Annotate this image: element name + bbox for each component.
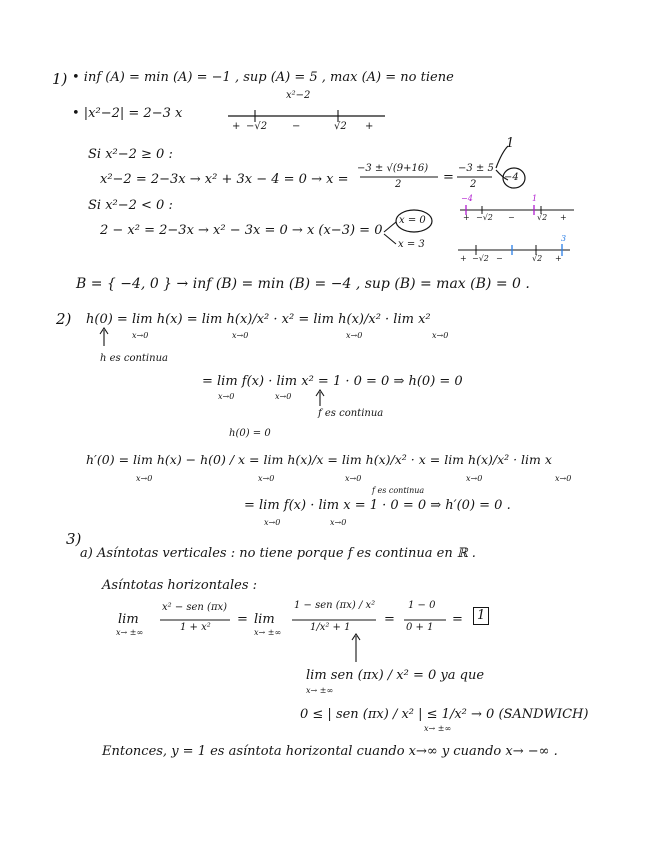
p2-l1-sub-3: x→0 [346, 331, 363, 340]
nl1-label-minus-4: −4 [461, 194, 473, 203]
p2-l3-sub-4: x→0 [466, 474, 483, 483]
nl2-mark-4: √2 [532, 254, 543, 263]
p2-l1-sub-2: x→0 [232, 331, 249, 340]
case-1-equation: x²−2 = 2−3x → x² + 3x − 4 = 0 → x = [100, 172, 349, 187]
p3-lim-2: lim [254, 612, 275, 627]
nl1-mark-4: √2 [537, 213, 548, 222]
problem-2-number: 2) [56, 310, 72, 328]
nl2-mark-3: − [496, 254, 503, 263]
nl1-mark-1: + [463, 213, 470, 222]
frac-1-denominator: 1 + x² [180, 622, 211, 633]
boxed-answer: 1 [473, 607, 489, 625]
frac-2-denominator: 1/x² + 1 [310, 622, 351, 633]
p3-lim-2-sub: x→ ±∞ [254, 628, 282, 637]
nl2-mark-5: + [555, 254, 562, 263]
p2-note-f-continua-2: f es continua [372, 486, 425, 495]
p3-horizontal-heading: Asíntotas horizontales : [102, 578, 258, 593]
case-2-equation: 2 − x² = 2−3x → x² − 3x = 0 → x (x−3) = 0 [100, 223, 383, 238]
nl2-mark-2: −√2 [472, 254, 489, 263]
p2-l4-sub-1: x→0 [264, 518, 281, 527]
nl2-label-3: 3 [561, 234, 567, 243]
sign-mark-3: − [292, 121, 301, 132]
sign-mark-2: −√2 [246, 121, 268, 132]
p2-l2-sub-2: x→0 [275, 392, 292, 401]
case-1-numerator-2: −3 ± 5 [458, 163, 494, 174]
p3-sub-limit-sub: x→ ±∞ [306, 686, 334, 695]
case-1-denominator: 2 [395, 179, 402, 190]
case-1-equals: = [443, 170, 454, 185]
nl1-mark-3: − [508, 213, 515, 222]
root-x-0: x = 0 [399, 215, 426, 226]
p2-l2-sub-1: x→0 [218, 392, 235, 401]
sign-mark-1: + [232, 121, 241, 132]
p3-equals-2: = [384, 612, 395, 627]
nl1-mark-5: + [560, 213, 567, 222]
frac-3-denominator: 0 + 1 [406, 622, 434, 633]
sign-mark-5: + [365, 121, 374, 132]
problem-3-number: 3) [66, 530, 82, 548]
p2-line-1: h(0) = lim h(x) = lim h(x)/x² · x² = lim h(x)/x² · lim x² [86, 312, 431, 327]
p2-l4-sub-2: x→0 [330, 518, 347, 527]
p3-equals-1: = [237, 612, 248, 627]
p3-lim-1-sub: x→ ±∞ [116, 628, 144, 637]
sign-mark-4: √2 [334, 121, 347, 132]
p2-l1-sub-1: x→0 [132, 331, 149, 340]
frac-3-numerator: 1 − 0 [408, 600, 436, 611]
p2-line-2: = lim f(x) · lim x² = 1 · 0 = 0 ⇒ h(0) = 0 [202, 374, 463, 389]
p3-lim-1: lim [118, 612, 139, 627]
p1-line-1: • inf (A) = min (A) = −1 , sup (A) = 5 , max (A) = no tiene [72, 70, 454, 85]
root-x-3: x = 3 [398, 239, 425, 250]
sign-chart-label: x²−2 [286, 90, 311, 101]
case-1-heading: Si x²−2 ≥ 0 : [88, 147, 173, 162]
frac-1-numerator: x² − sen (πx) [162, 602, 228, 613]
p2-line-3: h′(0) = lim h(x) − h(0) / x = lim h(x)/x = lim h(x)/x² · x = lim h(x)/x² · lim x [86, 452, 552, 467]
root-1: 1 [506, 136, 515, 151]
p2-note-h-continua: h es continua [100, 353, 168, 364]
p1-result: B = { −4, 0 } → inf (B) = min (B) = −4 , sup (B) = max (B) = 0 . [76, 276, 530, 292]
nl1-mark-2: −√2 [476, 213, 493, 222]
case-1-denominator-2: 2 [470, 179, 477, 190]
root-minus-4: −4 [504, 172, 519, 183]
p2-l1-sub-4: x→0 [432, 331, 449, 340]
p2-l3-sub-1: x→0 [136, 474, 153, 483]
p3-equals-3: = [452, 612, 463, 627]
nl2-mark-1: + [460, 254, 467, 263]
p2-line-4: = lim f(x) · lim x = 1 · 0 = 0 ⇒ h′(0) = 0 . [244, 498, 511, 513]
p3-sandwich: 0 ≤ | sen (πx) / x² | ≤ 1/x² → 0 (SANDWICH) [300, 707, 589, 722]
p2-l3-sub-2: x→0 [258, 474, 275, 483]
p2-note-h0: h(0) = 0 [229, 428, 271, 439]
p2-l3-sub-3: x→0 [345, 474, 362, 483]
nl1-label-1: 1 [532, 194, 538, 203]
p3-sandwich-sub: x→ ±∞ [424, 724, 452, 733]
p3-conclusion: Entonces, y = 1 es asíntota horizontal cuando x→∞ y cuando x→ −∞ . [102, 744, 558, 759]
p1-line-2: • |x²−2| = 2−3 x [72, 106, 183, 121]
problem-1-number: 1) [52, 70, 68, 88]
p3-part-a: a) Asíntotas verticales : no tiene porque f es continua en ℝ . [80, 546, 476, 561]
case-2-heading: Si x²−2 < 0 : [88, 198, 173, 213]
p2-l3-sub-5: x→0 [555, 474, 572, 483]
frac-2-numerator: 1 − sen (πx) / x² [294, 600, 376, 611]
p2-note-f-continua: f es continua [318, 408, 384, 419]
p3-sub-limit: lim sen (πx) / x² = 0 ya que [306, 668, 485, 683]
case-1-numerator: −3 ± √(9+16) [357, 163, 429, 174]
